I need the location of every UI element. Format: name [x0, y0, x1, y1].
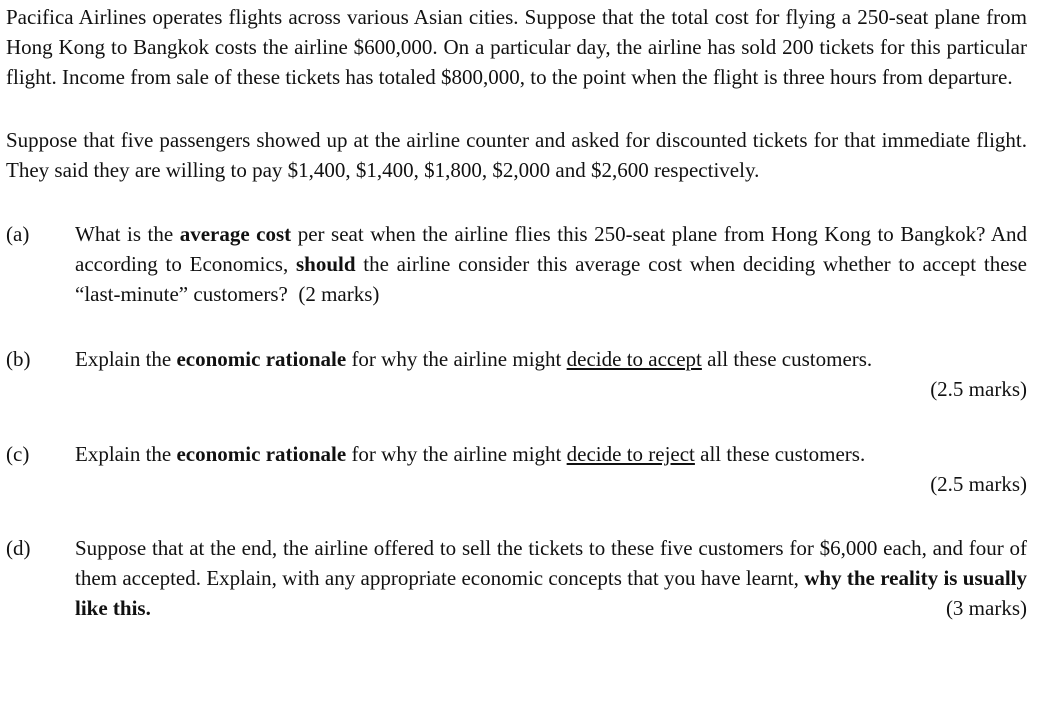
- question-c-text: [75, 439, 1027, 469]
- question-b-text-1: Explain the: [75, 347, 177, 371]
- question-c-text-2: for why the airline might: [346, 442, 567, 466]
- question-a-text: [75, 219, 1027, 309]
- question-a-bold-average-cost: average cost: [179, 222, 292, 246]
- question-a: [6, 219, 1027, 309]
- question-b-bold-economic-rationale: economic rationale: [176, 347, 347, 371]
- question-b: [6, 344, 1027, 404]
- question-d-bold-why-reality: why the reality is usually like this.: [75, 566, 1027, 620]
- question-a-text-2: per seat when the airline flies this 250-seat plane from Hong Kong to Bangkok? And according to Economics,: [75, 222, 1028, 276]
- question-b-text: [75, 344, 1027, 374]
- question-a-text-3: the airline consider this average cost when deciding whether to accept these “last-minute” customers?: [75, 252, 1028, 306]
- question-d-marks: (3 marks): [945, 596, 1027, 620]
- question-a-label: (a): [6, 222, 30, 246]
- question-a-bold-should: should: [295, 252, 356, 276]
- question-c-bold-economic-rationale: economic rationale: [176, 442, 347, 466]
- question-d-text: [75, 533, 1027, 623]
- question-b-marks: (2.5 marks): [930, 377, 1027, 401]
- question-b-text-2: for why the airline might: [346, 347, 567, 371]
- question-b-label: (b): [6, 347, 31, 371]
- question-a-text-1: What is the: [75, 222, 180, 246]
- question-c: [6, 439, 1027, 499]
- question-d-label: (d): [6, 536, 31, 560]
- intro-paragraph-1: Pacifica Airlines operates flights across various Asian cities. Suppose that the total cost for flying a 250-seat plane from Hong Kong to Bangkok costs the airline $600,000. On a particular day, the airline has sold 200 tickets for this particular flight. Income from sale of these tickets has totaled $800,000, to the point when the flight is three hours from departure.: [6, 5, 1027, 89]
- question-d-text-1: Suppose that at the end, the airline offered to sell the tickets to these five customers for $6,000 each, and four of them accepted. Explain, with any appropriate economic concepts that you have learnt,: [75, 536, 1027, 590]
- question-c-label: (c): [6, 442, 30, 466]
- question-c-marks: (2.5 marks): [930, 472, 1027, 496]
- question-b-underline-accept: decide to accept: [566, 347, 702, 371]
- question-c-text-3: all these customers.: [694, 442, 866, 466]
- question-d: [6, 533, 1027, 623]
- intro-paragraph-2: Suppose that five passengers showed up at the airline counter and asked for discounted tickets for that immediate flight. They said they are willing to pay $1,400, $1,400, $1,800, $2,000 and $2,600 respectively.: [6, 128, 1027, 182]
- question-a-marks: (2 marks): [298, 282, 380, 306]
- question-c-underline-reject: decide to reject: [566, 442, 695, 466]
- question-b-text-3: all these customers.: [701, 347, 873, 371]
- question-c-text-1: Explain the: [75, 442, 177, 466]
